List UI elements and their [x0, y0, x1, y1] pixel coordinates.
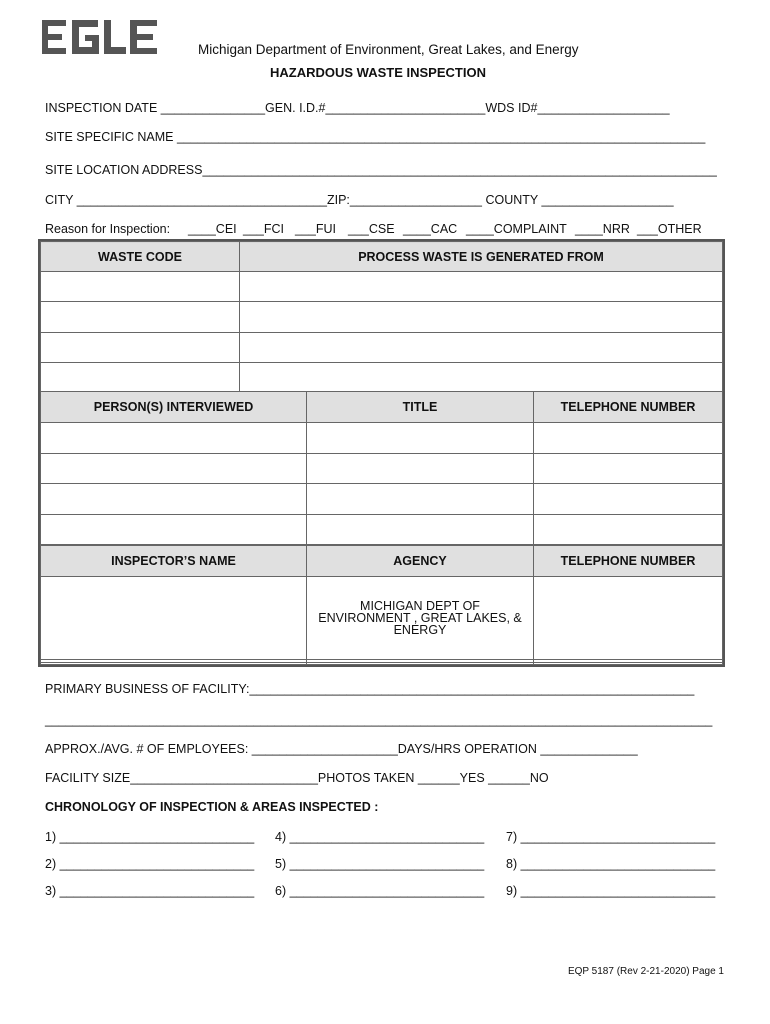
inspector-table	[38, 545, 725, 667]
person-cell[interactable]	[41, 453, 307, 484]
reason-other[interactable]: ___OTHER	[637, 222, 702, 236]
inspector-name-cell[interactable]	[41, 577, 307, 660]
title-header: TITLE	[307, 392, 534, 423]
form-footer: EQP 5187 (Rev 2-21-2020) Page 1	[567, 966, 724, 977]
telephone-header: TELEPHONE NUMBER	[534, 392, 723, 423]
agency-name: Michigan Department of Environment, Great Lakes, and Energy	[198, 42, 579, 57]
facility-size-line[interactable]: FACILITY SIZE___________________________PHOTOS TAKEN ______YES ______NO	[45, 771, 549, 785]
inspector-name-cell[interactable]	[41, 662, 307, 664]
inspector-name-header: INSPECTOR’S NAME	[41, 546, 307, 577]
chronology-item[interactable]: 6) ____________________________	[275, 884, 485, 898]
process-cell[interactable]	[240, 302, 723, 332]
title-cell[interactable]	[307, 423, 534, 454]
city-zip-county-line[interactable]: CITY ____________________________________ZIP:___________________ COUNTY ___________________	[45, 193, 674, 207]
waste-code-cell[interactable]	[41, 362, 240, 392]
chronology-item[interactable]: 2) ____________________________	[45, 857, 255, 871]
reason-cac[interactable]: ____CAC	[403, 222, 458, 236]
inspection-date-line[interactable]: INSPECTION DATE _______________GEN. I.D.#_______________________WDS ID#___________________	[45, 101, 670, 115]
phone-cell[interactable]	[534, 514, 723, 545]
chronology-item[interactable]: 3) ____________________________	[45, 884, 255, 898]
title-cell[interactable]	[307, 453, 534, 484]
reason-nrr[interactable]: ____NRR	[575, 222, 630, 236]
chronology-item[interactable]: 5) ____________________________	[275, 857, 485, 871]
inspector-phone-cell[interactable]	[534, 577, 723, 660]
chronology-item[interactable]: 1) ____________________________	[45, 830, 255, 844]
reason-fui[interactable]: ___FUI	[295, 222, 336, 236]
chronology-item[interactable]: 4) ____________________________	[275, 830, 485, 844]
reason-label: Reason for Inspection:	[45, 222, 171, 236]
waste-code-cell[interactable]	[41, 332, 240, 362]
person-cell[interactable]	[41, 514, 307, 545]
reason-fci[interactable]: ___FCI	[243, 222, 284, 236]
person-cell[interactable]	[41, 484, 307, 515]
form-title: HAZARDOUS WASTE INSPECTION	[270, 65, 486, 80]
phone-cell[interactable]	[534, 484, 723, 515]
agency-header: AGENCY	[307, 546, 534, 577]
site-name-line[interactable]: SITE SPECIFIC NAME ____________________________________________________________________________	[45, 130, 706, 144]
process-cell[interactable]	[240, 272, 723, 302]
primary-business-continuation[interactable]: ________________________________________________________________________________________________	[45, 713, 713, 727]
waste-code-cell[interactable]	[41, 272, 240, 302]
title-cell[interactable]	[307, 514, 534, 545]
waste-table	[38, 239, 725, 395]
chronology-item[interactable]: 8) ____________________________	[506, 857, 716, 871]
inspector-telephone-header: TELEPHONE NUMBER	[534, 546, 723, 577]
egle-logo	[42, 18, 158, 56]
process-header: PROCESS WASTE IS GENERATED FROM	[240, 242, 723, 272]
reason-cei[interactable]: ____CEI	[188, 222, 237, 236]
persons-header: PERSON(S) INTERVIEWED	[41, 392, 307, 423]
chronology-title: CHRONOLOGY OF INSPECTION & AREAS INSPECTED :	[45, 800, 379, 814]
person-cell[interactable]	[41, 423, 307, 454]
site-address-line[interactable]: SITE LOCATION ADDRESS__________________________________________________________________________	[45, 163, 717, 177]
reason-cse[interactable]: ___CSE	[348, 222, 395, 236]
waste-code-header: WASTE CODE	[41, 242, 240, 272]
reason-complaint[interactable]: ____COMPLAINT	[466, 222, 567, 236]
waste-code-cell[interactable]	[41, 302, 240, 332]
chronology-item[interactable]: 7) ____________________________	[506, 830, 716, 844]
primary-business-line[interactable]: PRIMARY BUSINESS OF FACILITY:________________________________________________________________	[45, 682, 695, 696]
title-cell[interactable]	[307, 484, 534, 515]
agency-value-line2: ENVIRONMENT , GREAT LAKES, & ENERGY	[318, 611, 522, 638]
inspector-phone-cell[interactable]	[534, 662, 723, 664]
employees-line[interactable]: APPROX./AVG. # OF EMPLOYEES: _____________________DAYS/HRS OPERATION ______________	[45, 742, 638, 756]
process-cell[interactable]	[240, 362, 723, 392]
persons-table	[38, 391, 725, 547]
chronology-item[interactable]: 9) ____________________________	[506, 884, 716, 898]
phone-cell[interactable]	[534, 453, 723, 484]
process-cell[interactable]	[240, 332, 723, 362]
agency-cell[interactable]	[307, 577, 534, 660]
phone-cell[interactable]	[534, 423, 723, 454]
agency-value-line1: MICHIGAN DEPT OF	[360, 599, 480, 614]
agency-cell[interactable]	[307, 662, 534, 664]
